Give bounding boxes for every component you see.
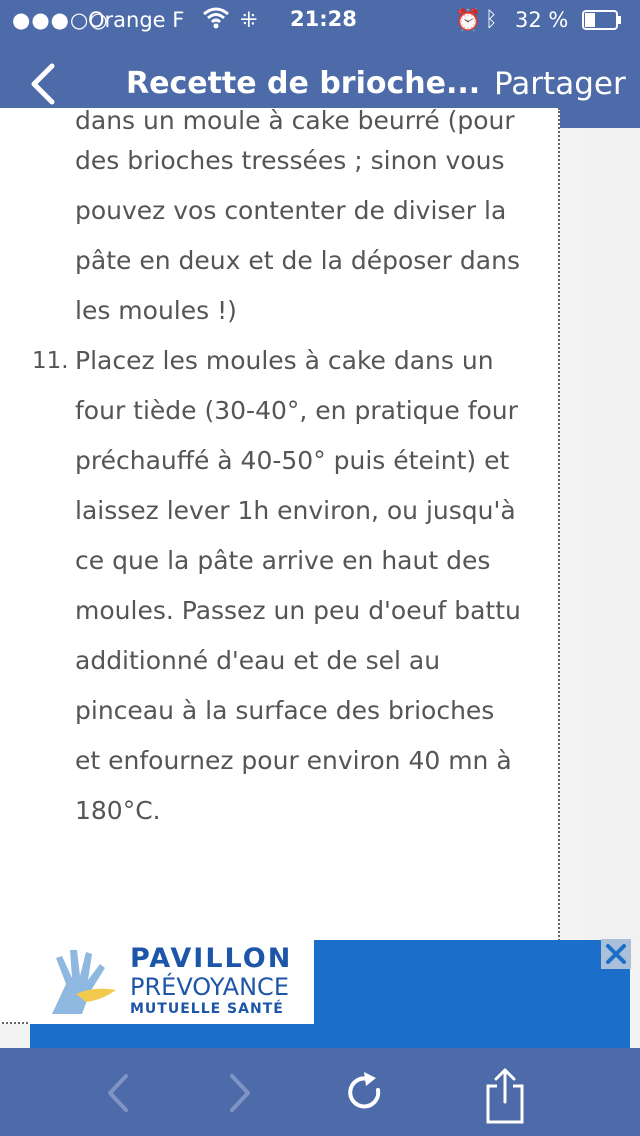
recipe-card xyxy=(0,108,560,1024)
status-bar xyxy=(0,0,640,40)
carrier-name: Orange F xyxy=(88,8,185,32)
share-icon[interactable] xyxy=(480,1068,530,1118)
battery-percent: 32 % xyxy=(515,8,569,32)
bluetooth-icon: ᛒ xyxy=(485,7,498,31)
ad-banner[interactable] xyxy=(30,940,630,1048)
ad-brand-line2: PRÉVOYANCE xyxy=(130,973,289,1001)
text-line: pâte en deux et de la déposer dans xyxy=(75,246,520,275)
clock: 21:28 xyxy=(290,7,357,31)
text-line: ce que la pâte arrive en haut des xyxy=(75,546,491,575)
text-line: laissez lever 1h environ, ou jusqu'à xyxy=(75,496,516,525)
share-button[interactable]: Partager xyxy=(494,66,626,102)
ad-brand-line3: MUTUELLE SANTÉ xyxy=(130,1001,284,1017)
text-line: additionné d'eau et de sel au xyxy=(75,646,441,675)
battery-icon xyxy=(582,10,622,30)
back-arrow-icon[interactable] xyxy=(96,1068,146,1118)
continued-paragraph xyxy=(75,136,545,336)
ad-logo xyxy=(30,940,314,1024)
text-line: four tiède (30-40°, en pratique four xyxy=(75,396,518,425)
hand-logo-icon xyxy=(42,944,126,1022)
page-title: Recette de brioche... xyxy=(126,66,481,101)
text-line: préchauffé à 40-50° puis éteint) et xyxy=(75,446,510,475)
reload-icon[interactable] xyxy=(340,1068,390,1118)
text-line: des brioches tressées ; sinon vous xyxy=(75,146,505,175)
side-margin xyxy=(584,128,640,938)
text-line: pouvez vos contenter de diviser la xyxy=(75,196,507,225)
alarm-icon: ⏰ xyxy=(455,8,482,32)
text-line: moules. Passez un peu d'oeuf battu xyxy=(75,596,521,625)
step-number: 11. xyxy=(32,348,69,374)
text-line: Placez les moules à cake dans un xyxy=(75,346,494,375)
wifi-icon xyxy=(202,6,230,35)
text-line: et enfournez pour environ 40 mn à xyxy=(75,746,512,775)
activity-spinner-icon: ⁜ xyxy=(240,8,258,32)
content-area[interactable] xyxy=(0,108,640,938)
partial-line-text: dans un moule à cake beurré (pour xyxy=(75,108,515,135)
text-line: les moules !) xyxy=(75,296,237,325)
back-chevron-icon[interactable] xyxy=(24,60,64,108)
text-line: 180°C. xyxy=(75,796,161,825)
text-line: pinceau à la surface des brioches xyxy=(75,696,495,725)
ad-close-icon[interactable] xyxy=(601,939,631,969)
signal-strength: ●●●○○ xyxy=(12,8,109,32)
bottom-toolbar xyxy=(0,1048,640,1136)
forward-arrow-icon[interactable] xyxy=(214,1068,264,1118)
step-paragraph xyxy=(75,336,545,836)
ad-brand-line1: PAVILLON xyxy=(130,943,293,974)
